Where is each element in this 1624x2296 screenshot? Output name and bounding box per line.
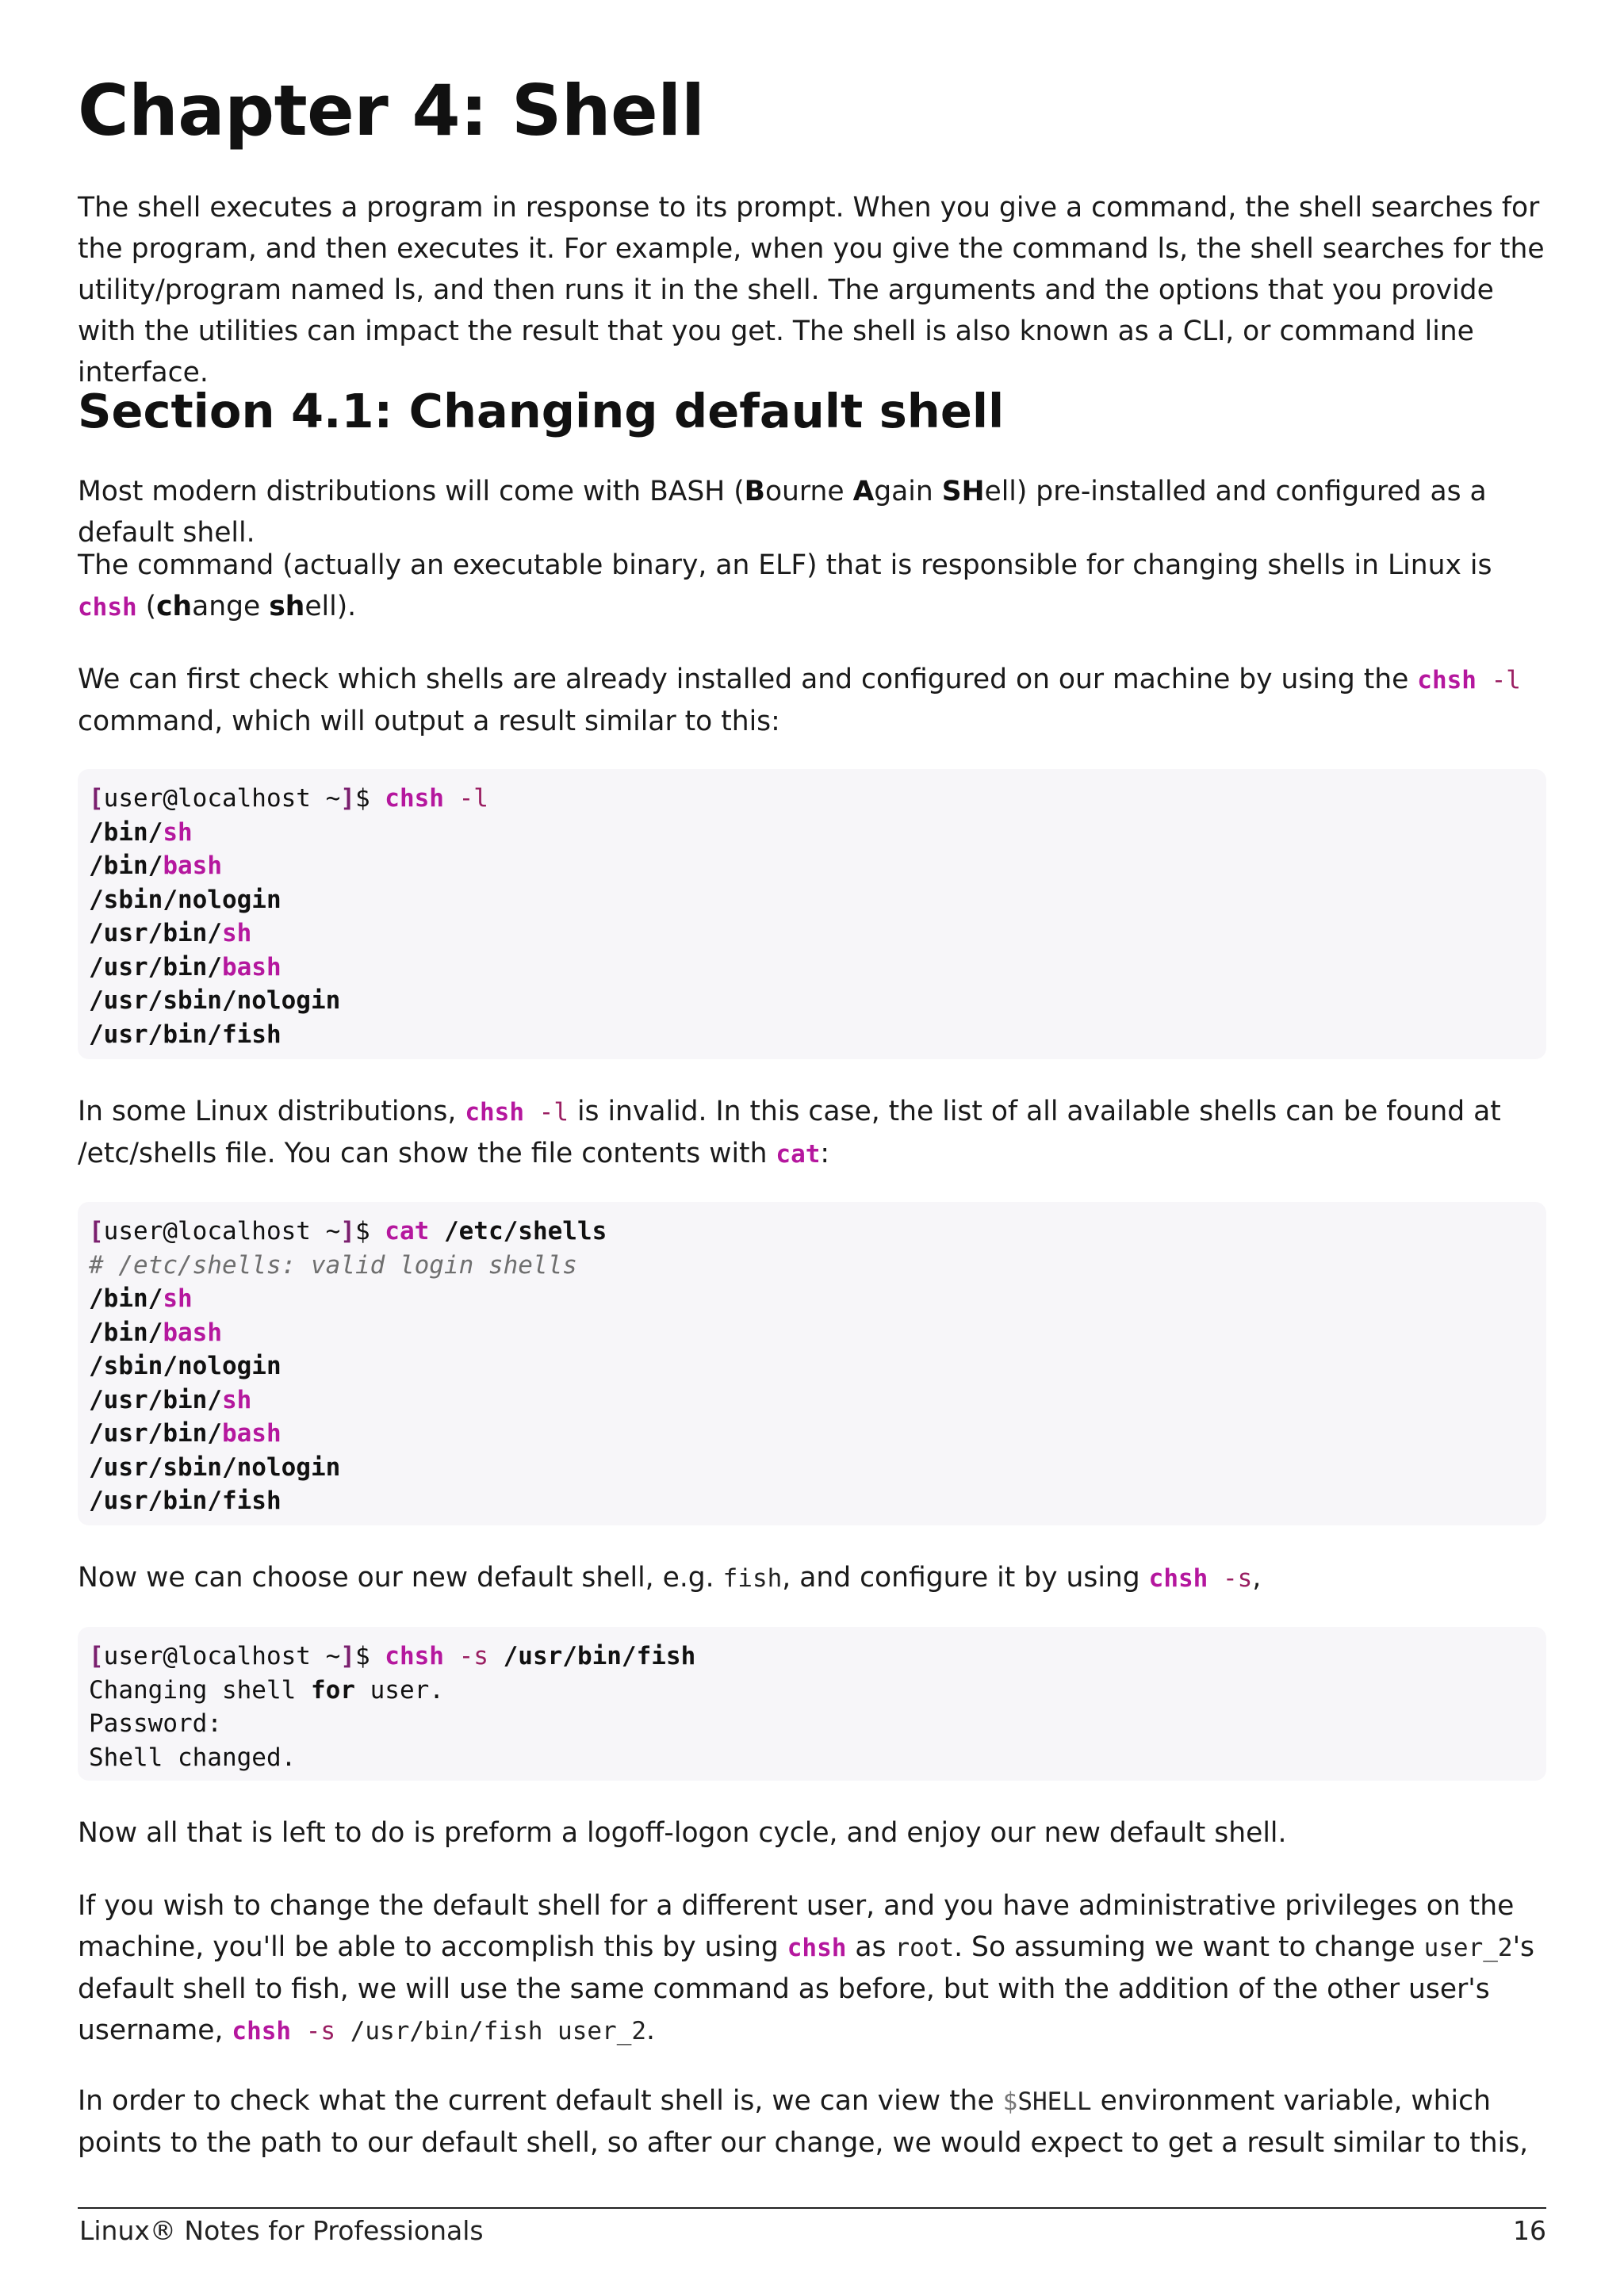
inline-code-path: /usr/bin/fish user_2 bbox=[350, 2017, 647, 2045]
code-block-cat-shells bbox=[78, 1202, 1546, 1525]
inline-code-shell-var: SHELL bbox=[1017, 2087, 1092, 2116]
inline-code-chsh: chsh bbox=[787, 1934, 847, 1962]
inline-code-root: root bbox=[894, 1934, 955, 1962]
code-line-prompt: [user@localhost ~]$ cat /etc/shells bbox=[89, 1217, 607, 1246]
code-line: /usr/sbin/nologin bbox=[89, 1452, 341, 1482]
inline-code-chsh: chsh bbox=[232, 2017, 292, 2045]
code-line: /usr/bin/fish bbox=[89, 1020, 282, 1049]
intro-paragraph: The shell executes a program in response to its prompt. When you give a command, the shell searches for the program, and then executes it. For example, when you give the command ls, the shell searches for the utility/program named ls, and then runs it in the shell. The arguments and the options that you provide with the utilities can impact the result that you get. The shell is also known as a CLI, or command line interface. bbox=[78, 192, 1545, 388]
code-line: Shell changed. bbox=[89, 1743, 297, 1772]
paragraph-logoff: Now all that is left to do is preform a logoff-logon cycle, and enjoy our new default shell. bbox=[78, 1817, 1287, 1849]
paragraph-other-user: If you wish to change the default shell for a different user, and you have administrative privileges on the machine, you'll be able to accomplish this by using chsh as root. So assuming we want to change user_2's default shell to fish, we will use the same command as before, but with the addition of the other user's username, chsh -s /usr/bin/fish user_2. bbox=[78, 1890, 1535, 2046]
code-line: Password: bbox=[89, 1709, 222, 1738]
inline-code-option: -l bbox=[1491, 666, 1521, 695]
code-line: /usr/bin/sh bbox=[89, 919, 252, 947]
code-line: /bin/sh bbox=[89, 817, 193, 847]
paragraph-etc-shells: In some Linux distributions, chsh -l is invalid. In this case, the list of all available shells can be found at /etc/shells file. You can show the file contents with cat: bbox=[78, 1096, 1501, 1169]
paragraph-shell-var: In order to check what the current default shell is, we can view the $SHELL environment variable, which points to the path to our default shell, so after our change, we would expect to get a result similar to this, bbox=[78, 2085, 1529, 2159]
inline-code-chsh: chsh bbox=[465, 1098, 524, 1127]
paragraph-chsh: The command (actually an executable binary, an ELF) that is responsible for changing shells in Linux is chsh (change shell). bbox=[78, 549, 1492, 622]
code-comment: # /etc/shells: valid login shells bbox=[89, 1250, 577, 1280]
code-line: /usr/bin/fish bbox=[89, 1487, 282, 1515]
inline-code-fish: fish bbox=[722, 1564, 783, 1593]
code-block-chsh-set bbox=[78, 1627, 1546, 1781]
inline-code-option: -l bbox=[538, 1098, 569, 1127]
inline-code-dollar: $ bbox=[1002, 2087, 1018, 2116]
code-line: /usr/bin/sh bbox=[89, 1385, 252, 1414]
code-line: /bin/bash bbox=[89, 1318, 222, 1347]
inline-code-chsh: chsh bbox=[78, 593, 137, 622]
code-line: /usr/sbin/nologin bbox=[89, 986, 341, 1015]
code-line: /usr/bin/bash bbox=[89, 1419, 282, 1448]
code-block-chsh-list bbox=[78, 769, 1546, 1059]
inline-code-option: -s bbox=[305, 2017, 336, 2045]
code-line: /sbin/nologin bbox=[89, 885, 282, 914]
inline-code-chsh: chsh bbox=[1148, 1564, 1208, 1593]
paragraph-check-shells: We can first check which shells are already installed and configured on our machine by using the chsh -l command, which will output a result similar to this: bbox=[78, 664, 1521, 737]
paragraph-bash: Most modern distributions will come with BASH (Bourne Again SHell) pre-installed and configured as a default shell. bbox=[78, 476, 1487, 549]
code-line: Changing shell for user. bbox=[89, 1675, 444, 1705]
paragraph-choose-shell: Now we can choose our new default shell, e.g. fish, and configure it by using chsh -s, bbox=[78, 1562, 1262, 1594]
inline-code-chsh: chsh bbox=[1417, 666, 1477, 695]
footer-page-number: 16 bbox=[1513, 2215, 1546, 2246]
code-line: /sbin/nologin bbox=[89, 1352, 282, 1380]
code-line: /bin/bash bbox=[89, 851, 222, 880]
code-line-prompt: [user@localhost ~]$ chsh -l bbox=[89, 784, 488, 813]
inline-code-user: user_2 bbox=[1423, 1934, 1513, 1962]
chapter-title: Chapter 4: Shell bbox=[78, 70, 705, 151]
code-line-prompt: [user@localhost ~]$ chsh -s /usr/bin/fish bbox=[89, 1642, 696, 1670]
footer-book-title: Linux® Notes for Professionals bbox=[79, 2215, 484, 2246]
section-title: Section 4.1: Changing default shell bbox=[78, 384, 1005, 438]
inline-code-cat: cat bbox=[776, 1140, 821, 1169]
footer-divider bbox=[78, 2207, 1546, 2209]
code-line: /bin/sh bbox=[89, 1284, 193, 1313]
inline-code-option: -s bbox=[1223, 1564, 1253, 1593]
code-line: /usr/bin/bash bbox=[89, 952, 282, 982]
